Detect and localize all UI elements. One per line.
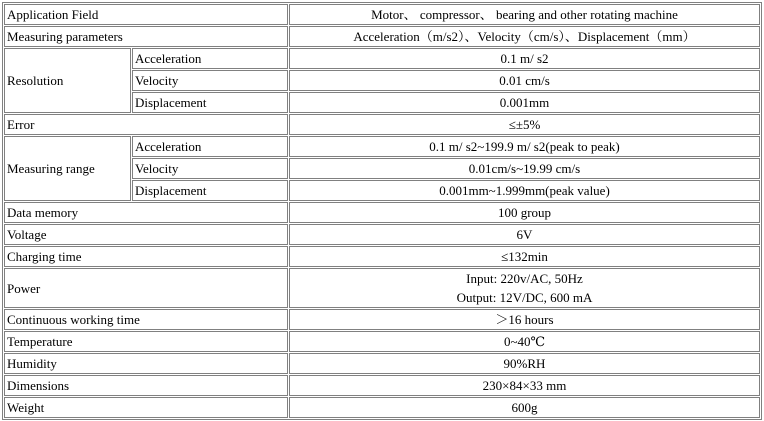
row-label: Application Field <box>4 4 288 25</box>
row-value: Motor、 compressor、 bearing and other rotating machine <box>289 4 760 25</box>
row-value: 90%RH <box>289 353 760 374</box>
table-row-humidity <box>4 353 760 374</box>
row-value: ≤132min <box>289 246 760 267</box>
row-label: Dimensions <box>4 375 288 396</box>
row-label: Temperature <box>4 331 288 352</box>
power-output-text: Output: 12V/DC, 600 mA <box>456 290 593 305</box>
row-label-measuring-range: Measuring range <box>4 136 131 201</box>
table-row-charging-time <box>4 246 760 267</box>
row-label: Measuring parameters <box>4 26 288 47</box>
sub-label: Displacement <box>132 180 288 201</box>
power-input-text: Input: 220v/AC, 50Hz <box>466 271 583 286</box>
sub-label: Velocity <box>132 70 288 91</box>
specification-table <box>2 2 762 420</box>
row-value: ≤±5% <box>289 114 760 135</box>
row-label: Humidity <box>4 353 288 374</box>
row-value-power <box>289 268 760 308</box>
sub-label: Displacement <box>132 92 288 113</box>
table-row-error <box>4 114 760 135</box>
table-row-range-acceleration <box>4 136 760 157</box>
row-value: 0.01cm/s~19.99 cm/s <box>289 158 760 179</box>
row-value: 0.1 m/ s2~199.9 m/ s2(peak to peak) <box>289 136 760 157</box>
row-value: 600g <box>289 397 760 418</box>
row-label: Charging time <box>4 246 288 267</box>
table-row-resolution-acceleration <box>4 48 760 69</box>
table-row-application-field <box>4 4 760 25</box>
spec-table-container <box>2 2 762 420</box>
row-value: Acceleration（m/s2）、Velocity（cm/s）、Displacement（mm） <box>289 26 760 47</box>
table-row-weight <box>4 397 760 418</box>
row-value: 0.1 m/ s2 <box>289 48 760 69</box>
row-value: 0.01 cm/s <box>289 70 760 91</box>
table-row-power <box>4 268 760 308</box>
row-label: Voltage <box>4 224 288 245</box>
row-label: Continuous working time <box>4 309 288 330</box>
row-value: ＞16 hours <box>289 309 760 330</box>
row-value: 0.001mm <box>289 92 760 113</box>
row-label: Weight <box>4 397 288 418</box>
table-row-continuous-working-time <box>4 309 760 330</box>
table-row-dimensions <box>4 375 760 396</box>
sub-label: Velocity <box>132 158 288 179</box>
sub-label: Acceleration <box>132 48 288 69</box>
table-row-temperature <box>4 331 760 352</box>
row-label: Data memory <box>4 202 288 223</box>
row-label: Error <box>4 114 288 135</box>
row-value: 230×84×33 mm <box>289 375 760 396</box>
table-row-voltage <box>4 224 760 245</box>
row-label: Power <box>4 268 288 308</box>
table-row-measuring-parameters <box>4 26 760 47</box>
row-value: 100 group <box>289 202 760 223</box>
row-value: 6V <box>289 224 760 245</box>
table-row-data-memory <box>4 202 760 223</box>
sub-label: Acceleration <box>132 136 288 157</box>
row-value: 0.001mm~1.999mm(peak value) <box>289 180 760 201</box>
row-value: 0~40℃ <box>289 331 760 352</box>
row-label-resolution: Resolution <box>4 48 131 113</box>
